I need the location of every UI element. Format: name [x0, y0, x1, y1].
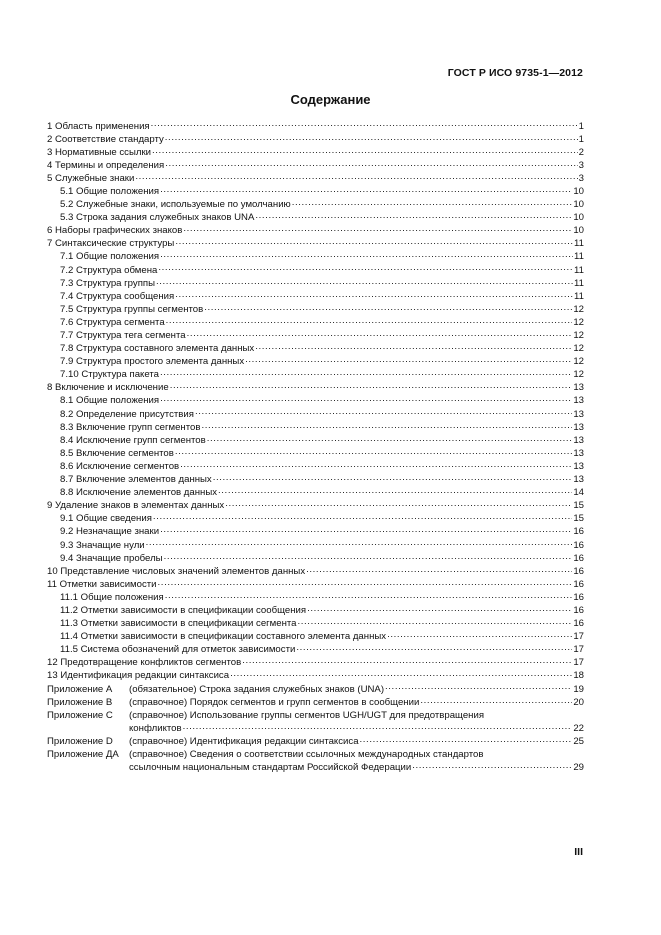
- toc-entry[interactable]: [47, 486, 584, 499]
- annex-page: 29: [573, 762, 584, 774]
- toc-entry-label: 8.7 Включение элементов данных: [60, 474, 212, 486]
- annex-title-line: (справочное) Идентификация редакции синтаксиса: [129, 735, 359, 747]
- dot-leader: [160, 368, 572, 377]
- toc-entry-label: 8.4 Исключение групп сегментов: [60, 434, 206, 446]
- toc-entry-page: 16: [573, 565, 584, 577]
- toc-entry-page: 11: [574, 251, 584, 263]
- toc-entry[interactable]: [47, 565, 584, 578]
- toc-entry[interactable]: [47, 250, 584, 263]
- toc-entry[interactable]: [47, 303, 584, 316]
- toc-entry[interactable]: [47, 172, 584, 185]
- toc-entry-page: 2: [578, 146, 584, 158]
- annex-page: 20: [573, 696, 584, 708]
- toc-entry-label: 11 Отметки зависимости: [47, 578, 157, 590]
- dot-leader: [165, 133, 578, 142]
- toc-entry[interactable]: [47, 381, 584, 394]
- toc-entry-page: 16: [573, 539, 584, 551]
- dot-leader: [255, 211, 572, 220]
- toc-entry-label: 11.5 Система обозначений для отметок зависимости: [60, 644, 296, 656]
- toc-entry-page: 14: [573, 487, 584, 499]
- dot-leader: [225, 499, 572, 508]
- dot-leader: [296, 643, 572, 652]
- dot-leader: [175, 290, 573, 299]
- toc-entry[interactable]: [47, 617, 584, 630]
- toc-entry[interactable]: [47, 656, 584, 669]
- toc-entry[interactable]: [47, 146, 584, 159]
- toc-entry[interactable]: [47, 198, 584, 211]
- dot-leader: [213, 473, 573, 482]
- toc-entry-label: 13 Идентификация редакции синтаксиса: [47, 670, 230, 682]
- toc-entry-page: 3: [578, 159, 584, 171]
- toc-entry[interactable]: [47, 591, 584, 604]
- dot-leader: [242, 656, 572, 665]
- toc-entry-page: 13: [573, 434, 584, 446]
- dot-leader: [385, 683, 572, 692]
- dot-leader: [187, 329, 573, 338]
- toc-entry-label: 7.9 Структура простого элемента данных: [60, 356, 245, 368]
- dot-leader: [135, 172, 577, 181]
- toc-entry-page: 13: [573, 408, 584, 420]
- dot-leader: [156, 277, 573, 286]
- toc-entry-page: 13: [573, 382, 584, 394]
- toc-entry[interactable]: [47, 460, 584, 473]
- dot-leader: [146, 539, 573, 548]
- annex-key: Приложение A: [47, 683, 113, 695]
- toc-entry[interactable]: [47, 539, 584, 552]
- dot-leader: [160, 185, 572, 194]
- dot-leader: [153, 512, 572, 521]
- annex-key: Приложение C: [47, 709, 113, 721]
- toc-entry-page: 12: [573, 369, 584, 381]
- dot-leader: [175, 447, 572, 456]
- toc-entry[interactable]: [47, 237, 584, 250]
- toc-entry-label: 9.1 Общие сведения: [60, 513, 152, 525]
- dot-leader: [165, 591, 573, 600]
- toc-entry[interactable]: [47, 368, 584, 381]
- toc-entry-label: 4 Термины и определения: [47, 159, 165, 171]
- dot-leader: [183, 224, 572, 233]
- toc-entry-page: 10: [573, 185, 584, 197]
- toc-entry[interactable]: [47, 434, 584, 447]
- dot-leader: [420, 696, 572, 705]
- dot-leader: [170, 381, 573, 390]
- dot-leader: [204, 303, 572, 312]
- toc-entry-page: 12: [573, 356, 584, 368]
- toc-entry[interactable]: [47, 499, 584, 512]
- toc-entry-label: 5.1 Общие положения: [60, 185, 160, 197]
- toc-entry-page: 10: [573, 199, 584, 211]
- toc-entry-page: 12: [573, 330, 584, 341]
- annex-key: Приложение B: [47, 696, 113, 708]
- dot-leader: [218, 486, 572, 495]
- toc-entry-label: 9.2 Незначащие знаки: [60, 526, 160, 538]
- toc-entry-page: 18: [573, 670, 584, 682]
- toc-entry-label: 7.3 Структура группы: [60, 277, 155, 289]
- toc-entry-label: 5.3 Строка задания служебных знаков UNA: [60, 212, 255, 224]
- toc-entry[interactable]: [47, 669, 584, 682]
- toc-entry[interactable]: [47, 408, 584, 421]
- toc-entry[interactable]: [47, 552, 584, 565]
- toc-entry-label: 7.5 Структура группы сегментов: [60, 303, 204, 315]
- toc-entry[interactable]: [47, 120, 584, 133]
- toc-entry[interactable]: [47, 355, 584, 368]
- toc-entry[interactable]: [47, 264, 584, 277]
- dot-leader: [201, 421, 572, 430]
- toc-entry[interactable]: [47, 159, 584, 172]
- toc-entry[interactable]: [47, 342, 584, 355]
- toc-entry-page: 13: [573, 421, 584, 433]
- annex-title-line: (справочное) Использование группы сегментов UGH/UGT для предотвращения: [129, 709, 485, 721]
- toc-entry-label: 3 Нормативные ссылки: [47, 146, 152, 158]
- toc-entry-label: 11.3 Отметки зависимости в спецификации сегмента: [60, 618, 297, 630]
- dot-leader: [151, 120, 578, 129]
- toc-entry-label: 8.6 Исключение сегментов: [60, 460, 180, 472]
- dot-leader: [230, 669, 572, 678]
- toc-entry-label: 8.1 Общие положения: [60, 395, 160, 407]
- annex-title-line: (обязательное) Строка задания служебных знаков (UNA): [129, 683, 385, 695]
- toc-entry-page: 12: [573, 343, 584, 355]
- annex-key: Приложение D: [47, 735, 113, 747]
- dot-leader: [160, 394, 572, 403]
- toc-entry-label: 8.2 Определение присутствия: [60, 408, 194, 420]
- toc-entry-page: 1: [578, 120, 584, 132]
- annex-entry[interactable]: [47, 709, 584, 735]
- dot-leader: [255, 342, 572, 351]
- toc-entry-label: 9.4 Значащие пробелы: [60, 552, 163, 564]
- toc-entry[interactable]: [47, 185, 584, 198]
- toc-entry-label: 8 Включение и исключение: [47, 382, 169, 394]
- toc-entry-label: 2 Соответствие стандарту: [47, 133, 164, 145]
- toc-entry-page: 13: [573, 474, 584, 486]
- toc-entry-page: 13: [573, 460, 584, 472]
- toc-entry-page: 3: [578, 172, 584, 184]
- toc-entry-label: 6 Наборы графических знаков: [47, 225, 183, 237]
- toc-entry-label: 7.2 Структура обмена: [60, 264, 158, 276]
- toc-entry-label: 5 Служебные знаки: [47, 172, 135, 184]
- dot-leader: [195, 408, 572, 417]
- toc-entry-page: 12: [573, 303, 584, 315]
- toc-entry-page: 11: [574, 264, 584, 276]
- dot-leader: [152, 146, 578, 155]
- toc-entry-page: 17: [573, 631, 584, 643]
- dot-leader: [360, 735, 573, 744]
- toc-entry-page: 17: [573, 644, 584, 656]
- annex-entry[interactable]: [47, 683, 584, 696]
- toc-entry-page: 16: [573, 578, 584, 590]
- toc-entry-page: 16: [573, 618, 584, 630]
- dot-leader: [166, 316, 573, 325]
- toc-entry-page: 11: [574, 238, 584, 250]
- toc-entry-label: 7.8 Структура составного элемента данных: [60, 343, 255, 355]
- dot-leader: [180, 460, 572, 469]
- toc-entry-page: 16: [573, 526, 584, 538]
- annex-key: Приложение ДА: [47, 749, 119, 760]
- toc-entry-page: 13: [573, 395, 584, 407]
- toc-entry-label: 7.1 Общие положения: [60, 251, 160, 263]
- annex-title-line: конфликтов: [129, 722, 182, 734]
- dot-leader: [175, 237, 573, 246]
- toc-entry[interactable]: [47, 525, 584, 538]
- toc-entry[interactable]: [47, 329, 584, 342]
- dot-leader: [160, 250, 573, 259]
- toc-entry[interactable]: [47, 604, 584, 617]
- toc-entry[interactable]: [47, 394, 584, 407]
- toc-entry[interactable]: [47, 578, 584, 591]
- toc-entry-label: 1 Область применения: [47, 120, 150, 132]
- toc-entry-page: 11: [574, 290, 584, 302]
- toc-entry-page: 10: [573, 212, 584, 224]
- toc-entry[interactable]: [47, 421, 584, 434]
- dot-leader: [387, 630, 572, 639]
- dot-leader: [307, 604, 572, 613]
- toc-entry-page: 15: [573, 500, 584, 512]
- toc-entry[interactable]: [47, 473, 584, 486]
- toc-entry[interactable]: [47, 211, 584, 224]
- dot-leader: [183, 722, 573, 731]
- toc-entry[interactable]: [47, 277, 584, 290]
- toc-entry-label: 8.3 Включение групп сегментов: [60, 421, 201, 433]
- toc-entry-page: 12: [573, 316, 584, 328]
- toc-entry[interactable]: [47, 290, 584, 303]
- annex-title-line: ссылочным национальным стандартам Российской Федерации: [129, 762, 412, 774]
- annex-title-line: (справочное) Сведения о соответствии ссылочных международных стандартов: [129, 749, 484, 760]
- toc-entry[interactable]: [47, 643, 584, 656]
- toc-entry-page: 11: [574, 277, 584, 289]
- toc-entry-page: 16: [573, 552, 584, 564]
- dot-leader: [164, 552, 573, 561]
- toc-entry[interactable]: [47, 447, 584, 460]
- dot-leader: [245, 355, 572, 364]
- toc-entry-label: 11.2 Отметки зависимости в спецификации сообщения: [60, 604, 307, 616]
- annex-page: 19: [573, 683, 584, 695]
- toc-entry-label: 9.3 Значащие нули: [60, 539, 145, 551]
- annex-entry[interactable]: [47, 735, 584, 748]
- toc-entry-label: 7.6 Структура сегмента: [60, 316, 165, 328]
- toc-entry-label: 7.10 Структура пакета: [60, 369, 159, 381]
- dot-leader: [292, 198, 573, 207]
- dot-leader: [165, 159, 577, 168]
- toc-entry-label: 9 Удаление знаков в элементах данных: [47, 500, 225, 512]
- annex-title-line: (справочное) Порядок сегментов и групп сегментов в сообщении: [129, 696, 420, 708]
- annex-page: 25: [573, 735, 584, 747]
- dot-leader: [306, 565, 572, 574]
- standard-code: ГОСТ Р ИСО 9735-1—2012: [447, 67, 583, 79]
- toc-entry-label: 7.4 Структура сообщения: [60, 290, 175, 302]
- annex-entry[interactable]: [47, 748, 584, 774]
- toc-entry-label: 7.7 Структура тега сегмента: [60, 330, 186, 341]
- toc-entry-page: 16: [573, 604, 584, 616]
- toc-entry[interactable]: [47, 512, 584, 525]
- toc-entry-page: 10: [573, 225, 584, 237]
- toc-entry-label: 12 Предотвращение конфликтов сегментов: [47, 657, 242, 669]
- toc-entry[interactable]: [47, 133, 584, 146]
- toc-entry-label: 5.2 Служебные знаки, используемые по умолчанию: [60, 199, 291, 211]
- page-number: III: [574, 846, 583, 858]
- toc-entry[interactable]: [47, 630, 584, 643]
- table-of-contents: [47, 120, 584, 775]
- annex-entry[interactable]: [47, 696, 584, 709]
- toc-entry-page: 13: [573, 447, 584, 459]
- toc-entry-label: 7 Синтаксические структуры: [47, 238, 175, 250]
- dot-leader: [412, 761, 572, 770]
- toc-entry-label: 10 Представление числовых значений элементов данных: [47, 565, 306, 577]
- toc-entry[interactable]: [47, 316, 584, 329]
- toc-entry-page: 15: [573, 513, 584, 525]
- toc-entry-label: 8.5 Включение сегментов: [60, 447, 174, 459]
- dot-leader: [158, 264, 573, 273]
- dot-leader: [298, 617, 573, 626]
- toc-entry-label: 11.1 Общие положения: [60, 591, 164, 603]
- toc-entry-page: 1: [578, 133, 584, 145]
- dot-leader: [207, 434, 573, 443]
- toc-entry-page: 16: [573, 591, 584, 603]
- dot-leader: [158, 578, 573, 587]
- annex-page: 22: [573, 722, 584, 734]
- toc-entry[interactable]: [47, 224, 584, 237]
- toc-entry-page: 17: [573, 657, 584, 669]
- toc-entry-label: 8.8 Исключение элементов данных: [60, 487, 218, 499]
- page-title: Содержание: [290, 92, 371, 107]
- dot-leader: [160, 525, 572, 534]
- toc-entry-label: 11.4 Отметки зависимости в спецификации составного элемента данных: [60, 631, 387, 643]
